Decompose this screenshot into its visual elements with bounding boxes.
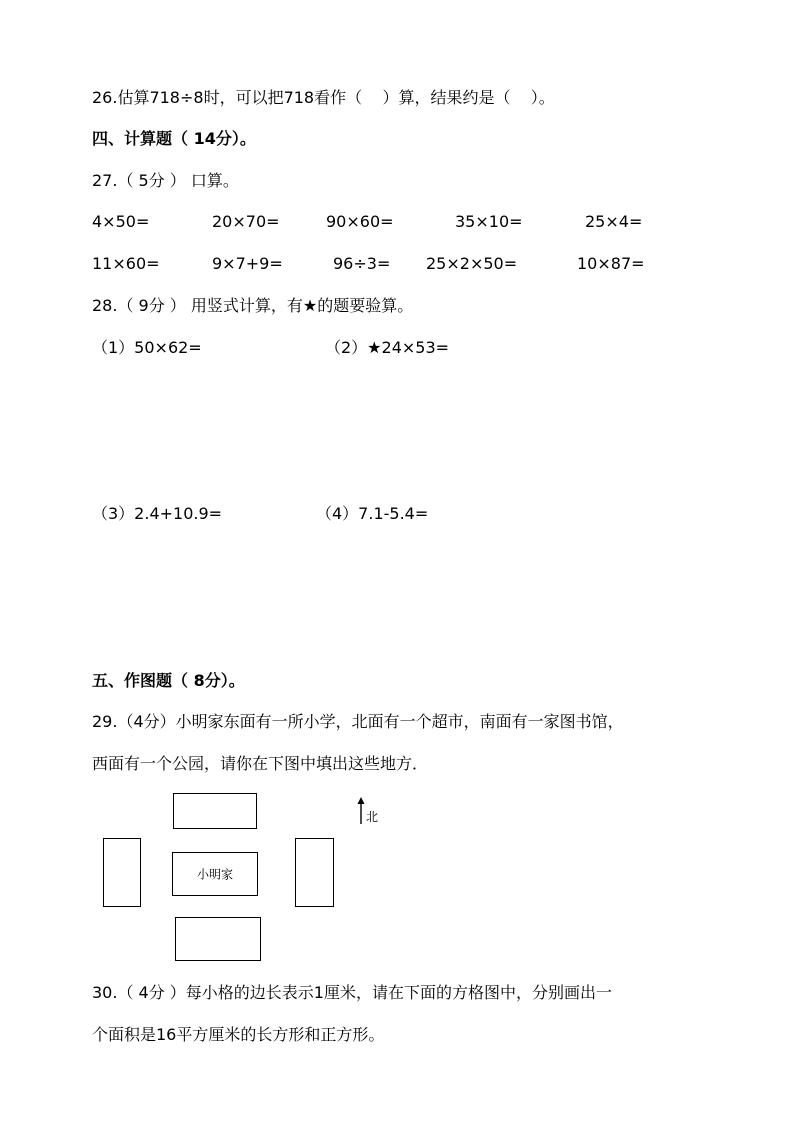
south-place-box[interactable] [175, 917, 261, 961]
question-29-line-1: 29.（4分）小明家东面有一所小学，北面有一个超市，南面有一家图书馆， [92, 712, 624, 731]
north-place-box[interactable] [173, 793, 257, 829]
mental-math-item: 96÷3= [333, 254, 391, 273]
mental-math-item: 9×7+9= [212, 254, 283, 273]
question-29-line-2: 西面有一个公园，请你在下图中填出这些地方． [92, 754, 429, 773]
mental-math-item: 10×87= [577, 254, 645, 273]
mental-math-item: 11×60= [92, 254, 160, 273]
mental-math-item: 25×2×50= [426, 254, 518, 273]
mental-math-item: 35×10= [455, 212, 523, 231]
mental-math-item: 90×60= [326, 212, 394, 231]
section-4-title: 四、计算题（ 14分）。 [92, 129, 256, 148]
mental-math-item: 20×70= [212, 212, 280, 231]
section-5-title: 五、作图题（ 8分）。 [92, 671, 245, 690]
question-26: 26.估算718÷8时，可以把718看作（ ）算，结果约是（ ）。 [92, 88, 555, 107]
vertical-calc-item-4: （4）7.1-5.4= [316, 504, 429, 523]
mental-math-item: 4×50= [92, 212, 150, 231]
home-label: 小明家 [196, 867, 233, 882]
mental-math-item: 25×4= [585, 212, 643, 231]
question-30-line-1: 30.（ 4分 ）每小格的边长表示1厘米，请在下面的方格图中，分别画出一 [92, 983, 612, 1002]
vertical-calc-item-1: （1）50×62= [92, 338, 202, 357]
vertical-calc-item-2: （2）★24×53= [325, 338, 450, 357]
question-27-title: 27.（ 5分 ） 口算。 [92, 171, 239, 190]
home-box [172, 852, 258, 896]
west-place-box[interactable] [103, 838, 141, 907]
vertical-calc-item-3: （3）2.4+10.9= [92, 504, 223, 523]
east-place-box[interactable] [295, 838, 334, 907]
question-28-title: 28.（ 9分 ） 用竖式计算，有★的题要验算。 [92, 296, 414, 315]
north-label: 北 [366, 810, 379, 824]
question-30-line-2: 个面积是16平方厘米的长方形和正方形。 [92, 1025, 385, 1044]
